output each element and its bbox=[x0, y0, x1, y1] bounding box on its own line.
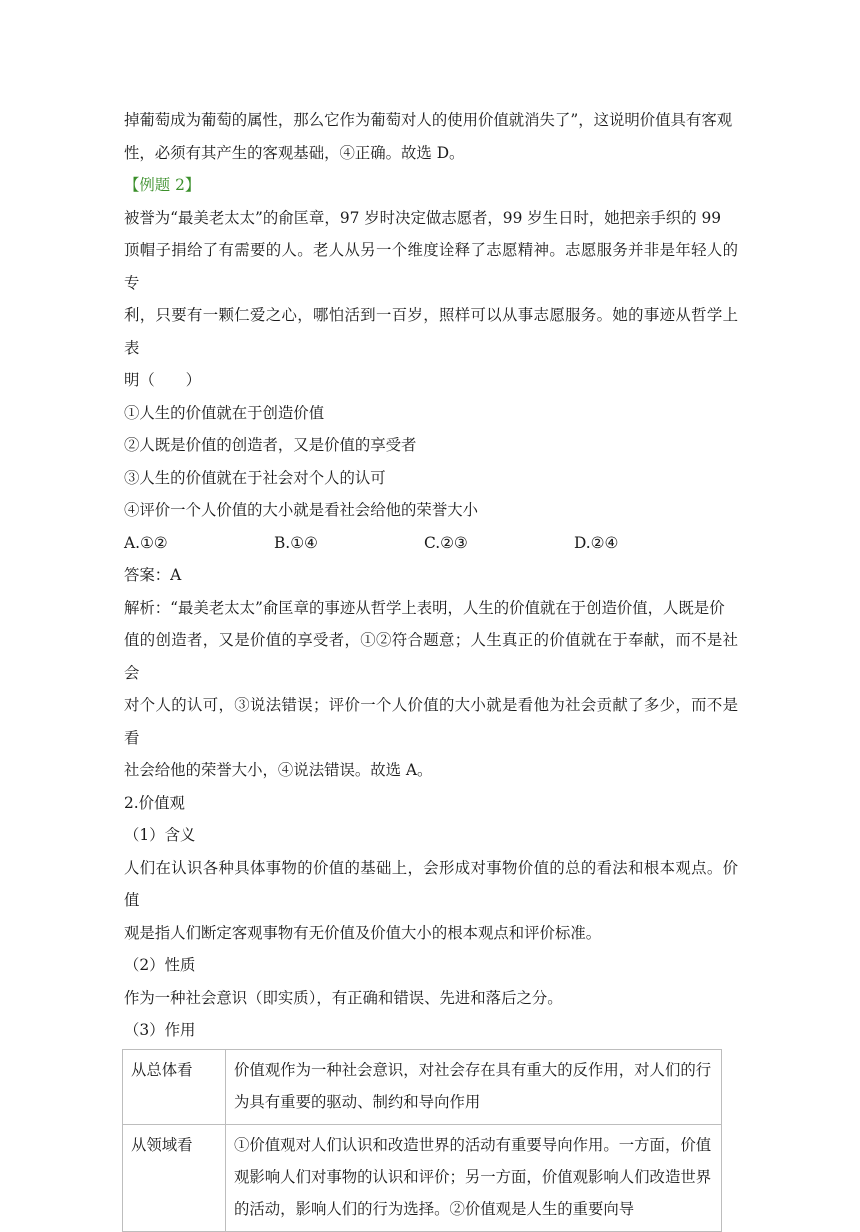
statement-item: ④评价一个人价值的大小就是看社会给他的荣誉大小 bbox=[124, 501, 478, 519]
choice-d: D.②④ bbox=[574, 533, 619, 552]
meaning-line: 人们在认识各种具体事物的价值的基础上，会形成对事物价值的总的看法和根本观点。价值 bbox=[124, 858, 738, 909]
question-stem-line: 被誉为“最美老太太”的俞匡章，97 岁时决定做志愿者，99 岁生日时，她把亲手织的 99 bbox=[124, 208, 722, 227]
nature-text: 作为一种社会意识（即实质），有正确和错误、先进和落后之分。 bbox=[124, 988, 563, 1007]
analysis-line: 解析：“最美老太太”俞匡章的事迹从哲学上表明，人生的价值就在于创造价值，人既是价 bbox=[124, 598, 725, 617]
effect-heading: （3）作用 bbox=[124, 1021, 196, 1039]
example-heading: 【例题 2】 bbox=[124, 176, 201, 194]
meaning-line: 观是指人们断定客观事物有无价值及价值大小的根本观点和评价标准。 bbox=[124, 923, 602, 942]
table-row bbox=[123, 1049, 722, 1124]
table-row bbox=[123, 1124, 722, 1231]
nature-heading: （2）性质 bbox=[124, 956, 196, 974]
statement-item: ②人既是价值的创造者，又是价值的享受者 bbox=[124, 436, 417, 454]
statement-item: ③人生的价值就在于社会对个人的认可 bbox=[124, 468, 386, 487]
section-title: 2.价值观 bbox=[124, 793, 185, 812]
choice-a: A.①② bbox=[124, 533, 168, 552]
table-key-cell: 从领域看 bbox=[123, 1124, 226, 1231]
question-stem-line: 利，只要有一颗仁爱之心，哪怕活到一百岁，照样可以从事志愿服务。她的事迹从哲学上表 bbox=[124, 306, 738, 357]
document-page bbox=[124, 104, 738, 1232]
answer-choices bbox=[124, 527, 738, 560]
analysis-line: 值的创造者，又是价值的享受者，①②符合题意；人生真正的价值就在于奉献，而不是社会 bbox=[124, 631, 738, 682]
intro-line-2: 性，必须有其产生的客观基础，④正确。故选 D。 bbox=[124, 143, 465, 162]
choice-c: C.②③ bbox=[424, 533, 468, 552]
effects-table bbox=[122, 1049, 722, 1232]
table-key-cell: 从总体看 bbox=[123, 1049, 226, 1124]
analysis-line: 社会给他的荣誉大小，④说法错误。故选 A。 bbox=[124, 761, 433, 779]
analysis-line: 对个人的认可，③说法错误；评价一个人价值的大小就是看他为社会贡献了多少，而不是看 bbox=[124, 696, 738, 747]
table-value-cell: ①价值观对人们认识和改造世界的活动有重要导向作用。一方面，价值观影响人们对事物的认识和评价；另一方面，价值观影响人们改造世界的活动，影响人们的行为选择。②价值观是人生的重要向导 bbox=[226, 1124, 722, 1231]
choice-b: B.①④ bbox=[274, 533, 318, 552]
intro-line-1: 掉葡萄成为葡萄的属性，那么它作为葡萄对人的使用价值就消失了”，这说明价值具有客观 bbox=[124, 111, 733, 129]
answer-text: 答案：A bbox=[124, 566, 182, 584]
statement-item: ①人生的价值就在于创造价值 bbox=[124, 403, 325, 422]
table-value-cell: 价值观作为一种社会意识，对社会存在具有重大的反作用，对人们的行为具有重要的驱动、制约和导向作用 bbox=[226, 1049, 722, 1124]
question-stem-line: 明（ ） bbox=[124, 371, 201, 389]
meaning-heading: （1）含义 bbox=[124, 826, 196, 844]
question-stem-line: 顶帽子捐给了有需要的人。老人从另一个维度诠释了志愿精神。志愿服务并非是年轻人的专 bbox=[124, 241, 738, 292]
